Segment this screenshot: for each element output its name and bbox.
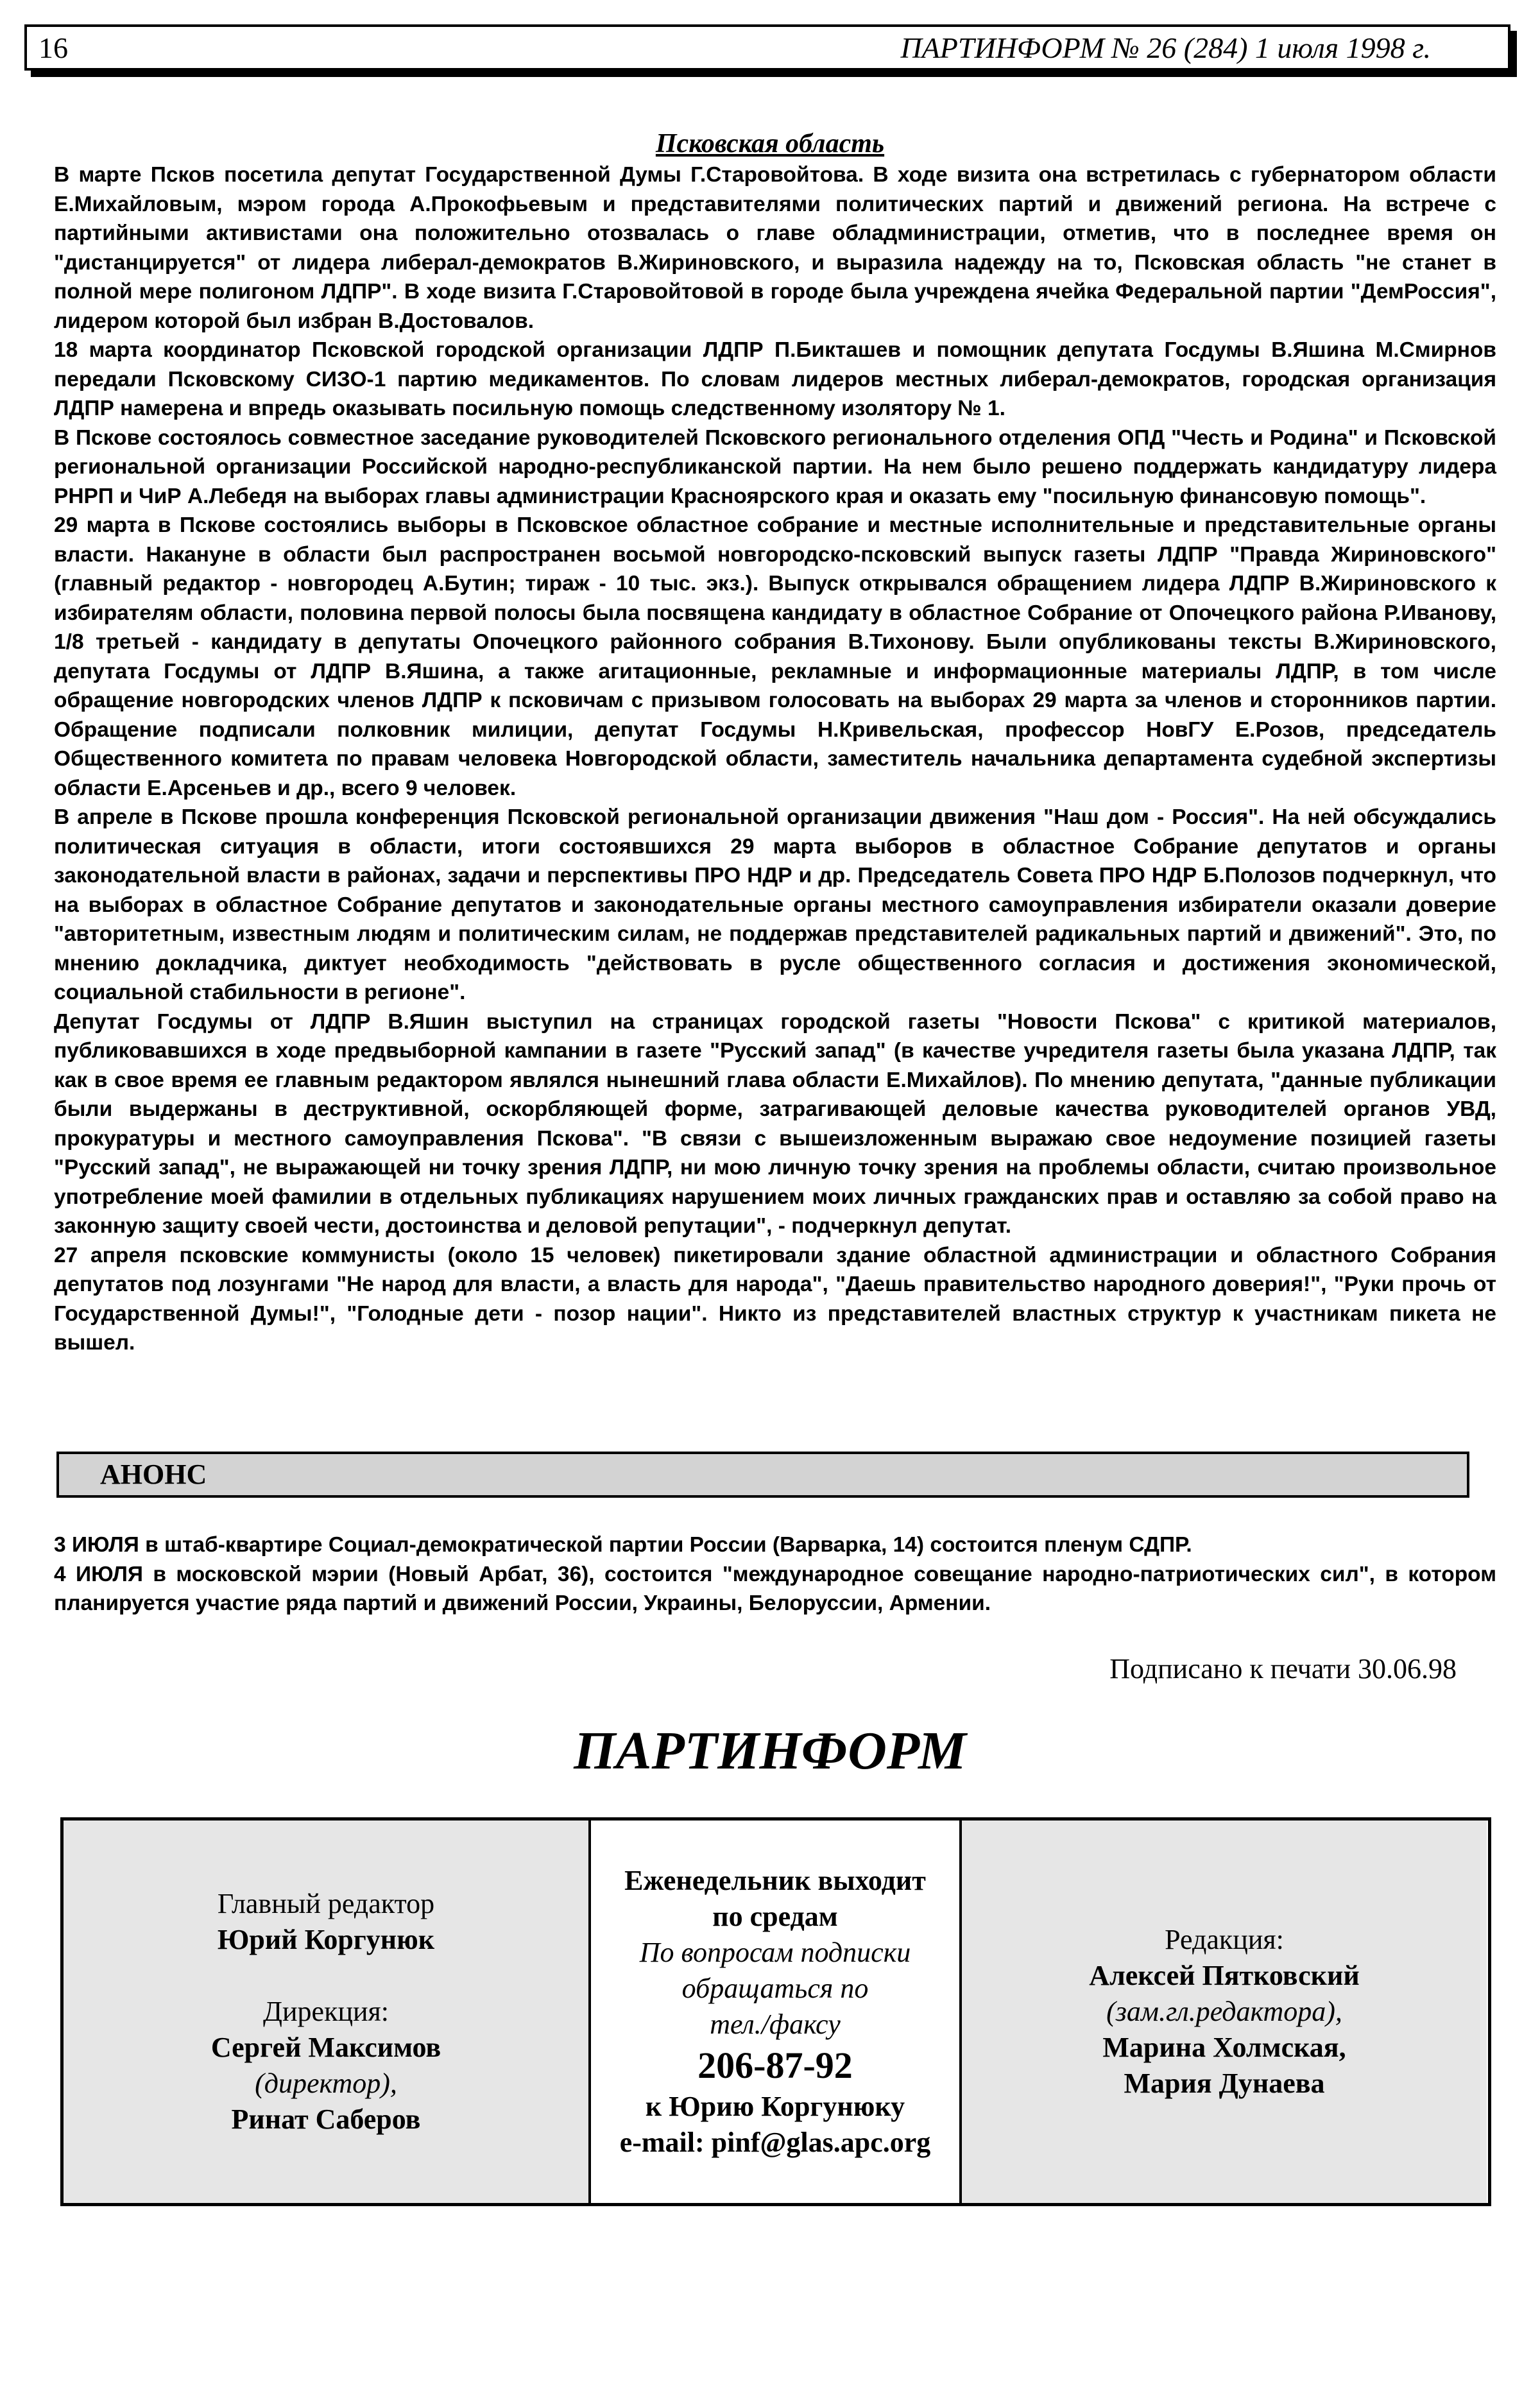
- anons-item: 4 ИЮЛЯ в московской мэрии (Новый Арбат, 36), состоится "международное совещание народно-патриотических сил", в котором планируется участие ряда партий и движений России, Украины, Белоруссии, Армении.: [54, 1562, 1496, 1615]
- article-paragraph: Депутат Госдумы от ЛДПР В.Яшин выступил на страницах городской газеты "Новости Пскова" с критикой материалов, публиковавшихся в ходе предвыборной кампании в газете "Русский запад" (в качестве учредителя газеты была указана ЛДПР, так как в свое время ее главным редактором являлся нынешний глава области Е.Михайлов). По мнению депутата, "данные публикации были выдержаны в деструктивной, оскорбляющей форме, затрагивающей деловые качества руководителей органов УВД, прокуратуры и местного самоуправления Пскова". "В связи с вышеизложенным выражаю свое недоумение позицией газеты "Русский запад", не выражающей ни точку зрения ЛДПР, ни мою личную точку зрения на проблемы области, считаю произвольное употребление моей фамилии в отдельных публикациях нарушением моих личных гражданских прав и оставляю за собой право на законную защиту своей чести, достоинства и деловой репутации", - подчеркнул депутат.: [54, 1009, 1496, 1238]
- imprint-middle: [588, 1821, 962, 2203]
- section-title: Псковская область: [655, 129, 885, 159]
- subscription-line: По вопросам подписки: [639, 1937, 911, 1968]
- imprint-right: [962, 1821, 1487, 2203]
- anons-list: [54, 1530, 1496, 1618]
- editorial-name: Алексей Пятковский: [1089, 1960, 1360, 1991]
- signed-date: Подписано к печати 30.06.98: [1109, 1653, 1457, 1684]
- article-paragraph: В Пскове состоялось совместное заседание руководителей Псковского регионального отделения ОПД "Честь и Родина" и Псковской региональной организации Российской народно-республиканской партии. На нем было решено поддержать кандидатуру лидера РНРП и ЧиР А.Лебедя на выборах главы администрации Красноярского края и оказать ему "посильную финансовую помощь".: [54, 425, 1496, 508]
- director-name: Сергей Максимов: [210, 2032, 441, 2063]
- frequency-day: по средам: [712, 1901, 838, 1932]
- editor-label: Главный редактор: [217, 1888, 435, 1919]
- page-number: 16: [38, 31, 68, 64]
- imprint-left: [64, 1821, 588, 2203]
- staff-name: Ринат Саберов: [231, 2104, 421, 2135]
- email: e-mail: pinf@glas.apc.org: [619, 2127, 931, 2158]
- editorial-name: Марина Холмская,: [1102, 2032, 1346, 2063]
- editor-name: Юрий Коргунюк: [217, 1924, 435, 1955]
- direction-label: Дирекция:: [262, 1996, 389, 2027]
- frequency-line: Еженедельник выходит: [624, 1865, 926, 1896]
- article-paragraph: 18 марта координатор Псковской городской организации ЛДПР П.Бикташев и помощник депутата Госдумы В.Яшина М.Смирнов передали Псковскому СИЗО-1 партию медикаментов. По словам лидеров местных либерал-демократов, городская организация ЛДПР намерена и впредь оказывать посильную помощь следственному изолятору № 1.: [54, 338, 1496, 420]
- article-paragraph: 29 марта в Пскове состоялись выборы в Псковское областное собрание и местные исполнительные и представительные органы власти. Накануне в области был распространен восьмой новгородско-псковский выпуск газеты ЛДПР "Правда Жириновского" (главный редактор - новгородец А.Бутин; тираж - 10 тыс. экз.). Выпуск открывался обращением лидера ЛДПР В.Жириновского к избирателям области, половина первой полосы была посвящена кандидату в областное Собрание от Опочецкого района Р.Иванову, 1/8 третьей - кандидату в депутаты Опочецкого районного собрания В.Тихонову. Были опубликованы тексты В.Жириновского, депутата Госдумы от ЛДПР В.Яшина, а также агитационные, рекламные и информационные материалы ЛДПР, в том числе обращение новгородских членов ЛДПР к псковичам с призывом голосовать на выборах 29 марта за членов и сторонников партии. Обращение подписали полковник милиции, депутат Госдумы Н.Кривельская, профессор НовГУ Е.Розов, председатель Общественного комитета по правам человека Новгородской области, заместитель начальника департамента судебной экспертизы области Е.Арсеньев и др., всего 9 человек.: [54, 513, 1496, 800]
- page-header: [24, 24, 1510, 71]
- editorial-label: Редакция:: [1165, 1924, 1284, 1955]
- masthead: ПАРТИНФОРМ: [574, 1721, 966, 1781]
- director-role: (директор),: [255, 2068, 397, 2099]
- article-paragraph: 27 апреля псковские коммунисты (около 15 человек) пикетировали здание областной администрации и областного Собрания депутатов под лозунгами "Не народ для власти, а власть для народа", "Даешь правительство народного доверия!", "Руки прочь от Государственной Думы!", "Голодные дети - позор нации". Никто из представителей властных структур к участникам пикета не вышел.: [54, 1243, 1496, 1355]
- phone-number: 206-87-92: [697, 2044, 853, 2086]
- issue-title: ПАРТИНФОРМ № 26 (284) 1 июля 1998 г.: [900, 31, 1431, 64]
- anons-banner: [56, 1452, 1469, 1498]
- contact-person: к Юрию Коргунюку: [645, 2091, 905, 2122]
- article-paragraph: В марте Псков посетила депутат Государственной Думы Г.Старовойтова. В ходе визита она встретилась с губернатором области Е.Михайловым, мэром города А.Прокофьевым и представителями политических партий и движений региона. На встрече с партийными активистами она положительно отозвалась о главе обладминистрации, отметив, что в последнее время он "дистанцируется" от лидера либерал-демократов В.Жириновского, и выразила надежду на то, Псковская область "не станет в полной мере полигоном ЛДПР". В ходе визита Г.Старовойтовой в городе была учреждена ячейка Федеральной партии "ДемРоссия", лидером которой был избран В.Достовалов.: [54, 163, 1496, 333]
- anons-item: 3 ИЮЛЯ в штаб-квартире Социал-демократической партии России (Варварка, 14) состоится пленум СДПР.: [54, 1533, 1192, 1557]
- subscription-line: обращаться по: [681, 1973, 869, 2004]
- imprint-box: [60, 1817, 1491, 2206]
- article-paragraph: В апреле в Пскове прошла конференция Псковской региональной организации движения "Наш дом - Россия". На ней обсуждались политическая ситуация в области, итоги состоявшихся 29 марта выборов в областное Собрание депутатов и органы законодательной власти в районах, задачи и перспективы ПРО НДР и др. Председатель Совета ПРО НДР Б.Полозов подчеркнул, что на выборах в областное Собрание депутатов и законодательные органы местного самоуправления избиратели оказали доверие "авторитетным, известным людям и политическим силам, не поддержав представителей радикальных партий и движений". Это, по мнению докладчика, диктует необходимость "действовать в русле общественного согласия и достижения экономической, социальной стабильности в регионе".: [54, 805, 1496, 1004]
- editorial-name: Мария Дунаева: [1124, 2068, 1325, 2099]
- article-body: [54, 160, 1496, 1358]
- subscription-line: тел./факсу: [710, 2009, 841, 2040]
- editorial-role: (зам.гл.редактора),: [1106, 1996, 1342, 2027]
- anons-title: АНОНС: [100, 1459, 207, 1490]
